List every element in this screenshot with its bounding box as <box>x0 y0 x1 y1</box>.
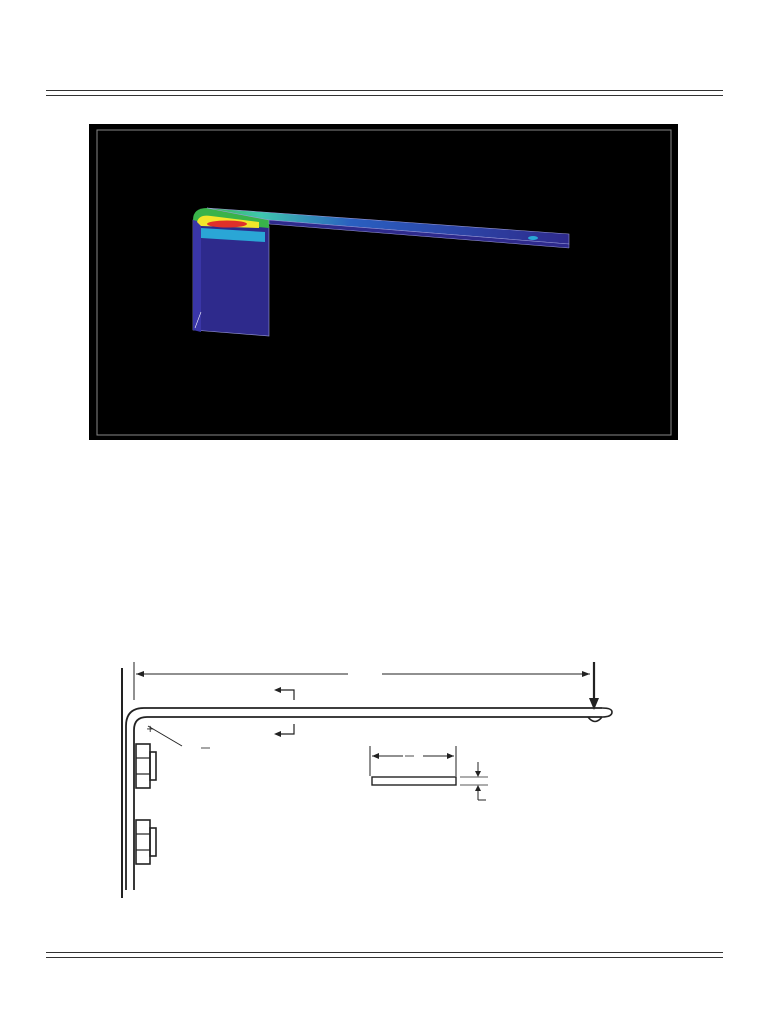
plot-frame <box>97 130 671 435</box>
cross-section <box>372 777 456 785</box>
spring-inner-edge <box>134 717 602 890</box>
lower-bolt <box>136 820 156 864</box>
spring-drawing <box>92 640 692 902</box>
upper-bolt <box>136 744 156 788</box>
spring-diagram <box>92 640 692 902</box>
bottom-rule <box>46 952 723 953</box>
ansys-stress-figure <box>89 124 678 440</box>
spring-tip <box>588 708 612 722</box>
top-rule-2 <box>46 95 723 96</box>
svg-text:+: + <box>146 724 155 735</box>
load-spot <box>528 236 538 240</box>
dim-arrow-left <box>136 671 144 677</box>
max-stress-spot <box>207 221 247 228</box>
spring-outer-edge <box>126 708 602 890</box>
bottom-rule-2 <box>46 957 723 958</box>
ansys-plot <box>89 124 678 440</box>
dim-arrow-right <box>582 671 590 677</box>
top-rule <box>46 90 723 91</box>
